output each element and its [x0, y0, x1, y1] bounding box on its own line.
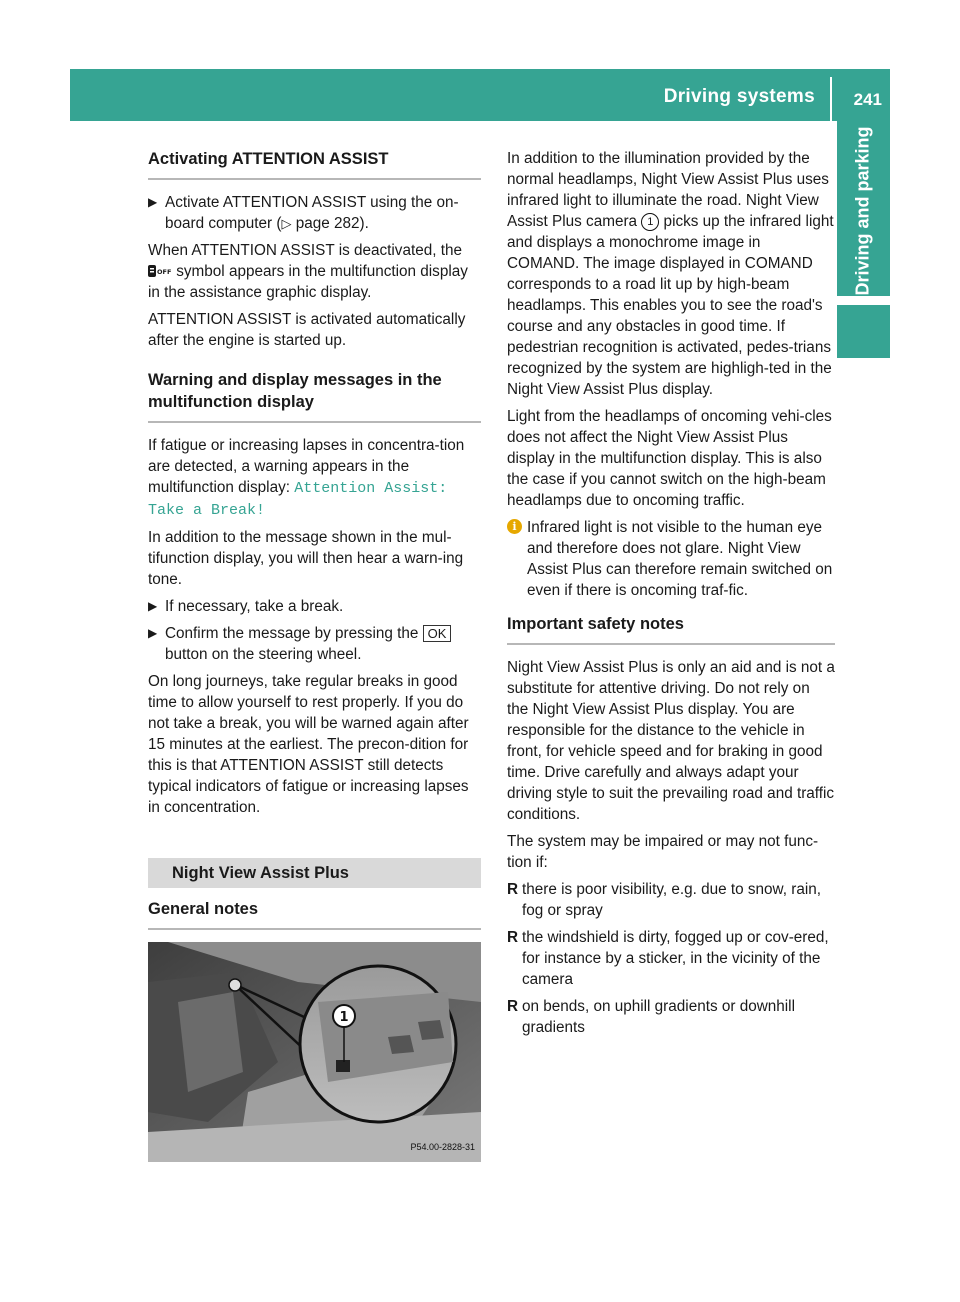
camera-figure	[148, 942, 481, 1162]
step-take-break: ▶ If necessary, take a break.	[148, 598, 344, 615]
section-band	[148, 858, 481, 888]
camera-illustration	[148, 942, 481, 1162]
header-bar	[70, 69, 890, 121]
heading-warning-messages: Warning and display messages in the multifunction display	[148, 369, 481, 423]
paragraph-long-journeys: On long journeys, take regular breaks in good time to allow yourself to rest properly. If you do not take a break, you will be warned again after 15 minutes at the earliest. The precon-dition for this is that ATTENTION ASSIST still detects typical indicators of fatigue or increasing lapses in concentration.	[148, 673, 469, 816]
step-arrow-icon: ▶	[148, 599, 158, 613]
heading-safety-notes: Important safety notes	[507, 613, 835, 645]
page-ref-arrow-icon: ▷	[281, 216, 292, 231]
paragraph-fatigue: If fatigue or increasing lapses in concentra-tion are detected, a warning appears in the multifunction display: Attention Assist: Take a Break!	[148, 437, 465, 519]
svg-text:OFF: OFF	[157, 268, 172, 276]
list-item: R there is poor visibility, e.g. due to snow, rain, fog or spray	[507, 881, 822, 919]
heading-general-notes: General notes	[148, 898, 481, 930]
page-number: 241	[853, 90, 882, 109]
attention-assist-off-icon	[148, 264, 172, 278]
step-arrow-icon: ▶	[148, 626, 158, 640]
ok-button-icon: OK	[423, 625, 452, 642]
header-title: Driving systems	[663, 86, 815, 107]
right-column	[507, 148, 835, 1044]
bullet-marker: R	[507, 929, 519, 946]
step-confirm-message: ▶ Confirm the message by pressing the OK button on the steering wheel.	[148, 623, 481, 665]
paragraph-only-aid: Night View Assist Plus is only an aid and is not a substitute for attentive driving. Do not rely on the Night View Assist Plus display. You are responsible for the distance to the vehicle in front, for vehicle speed and for braking in good time. Drive carefully and always adapt your driving style to suit the prevailing road and traffic conditions.	[507, 659, 835, 823]
paragraph-impaired: The system may be impaired or may not func-tion if:	[507, 833, 819, 871]
bullet-marker: R	[507, 998, 519, 1015]
paragraph-auto-activated: ATTENTION ASSIST is activated automatically after the engine is started up.	[148, 311, 466, 349]
page-ref-link[interactable]: page 282).	[291, 215, 369, 232]
side-tab	[837, 121, 890, 296]
list-item: R on bends, on uphill gradients or downhill gradients	[507, 998, 795, 1036]
figure-code: P54.00-2828-31	[410, 1142, 475, 1152]
step-arrow-icon: ▶	[148, 195, 158, 209]
figure-callout-1: 1	[339, 1010, 349, 1025]
side-square	[837, 305, 890, 358]
list-item: R the windshield is dirty, fogged up or cov-ered, for instance by a sticker, in the vicinity of the camera	[507, 929, 829, 988]
info-icon: i	[507, 519, 522, 534]
display-message-line2: Take a Break!	[148, 502, 266, 519]
bullet-marker: R	[507, 881, 519, 898]
info-note: i Infrared light is not visible to the human eye and therefore does not glare. Night View Assist Plus can therefore remain switched on even if there is oncoming traf-fic.	[507, 517, 835, 601]
heading-activating: Activating ATTENTION ASSIST	[148, 148, 481, 180]
paragraph-warning-tone: In addition to the message shown in the mul-tifunction display, you will then hear a warn-ing tone.	[148, 529, 464, 588]
section-title-night-view: Night View Assist Plus	[172, 864, 349, 882]
side-tab-label: Driving and parking	[852, 126, 873, 296]
paragraph-deactivated: When ATTENTION ASSIST is deactivated, the OFF symbol appears in the multifunction display in the assistance graphic display.	[148, 242, 468, 301]
header-divider	[830, 77, 832, 121]
left-column	[148, 148, 481, 1162]
step-activate: ▶ Activate ATTENTION ASSIST using the on-board computer (▷ page 282).	[148, 194, 459, 232]
display-message-line1: Attention Assist:	[294, 480, 448, 497]
paragraph-oncoming-headlamps: Light from the headlamps of oncoming vehi-cles does not affect the Night View Assist Plus display in the multifunction display. This is also the case if you cannot switch on the high-beam headlamps due to oncoming traffic.	[507, 408, 832, 509]
paragraph-illumination: In addition to the illumination provided by the normal headlamps, Night View Assist Plus uses infrared light to illuminate the road. Night View Assist Plus camera 1 picks up the infrared light and displays a monochrome image in COMAND. The image displayed in COMAND corresponds to a road lit up by high-beam headlamps. This enables you to see the road's course and any obstacles in good time. If pedestrian recognition is activated, pedes-trians recognized by the system are highligh-ted in the Night View Assist Plus display.	[507, 150, 834, 398]
callout-1-icon: 1	[641, 213, 659, 231]
